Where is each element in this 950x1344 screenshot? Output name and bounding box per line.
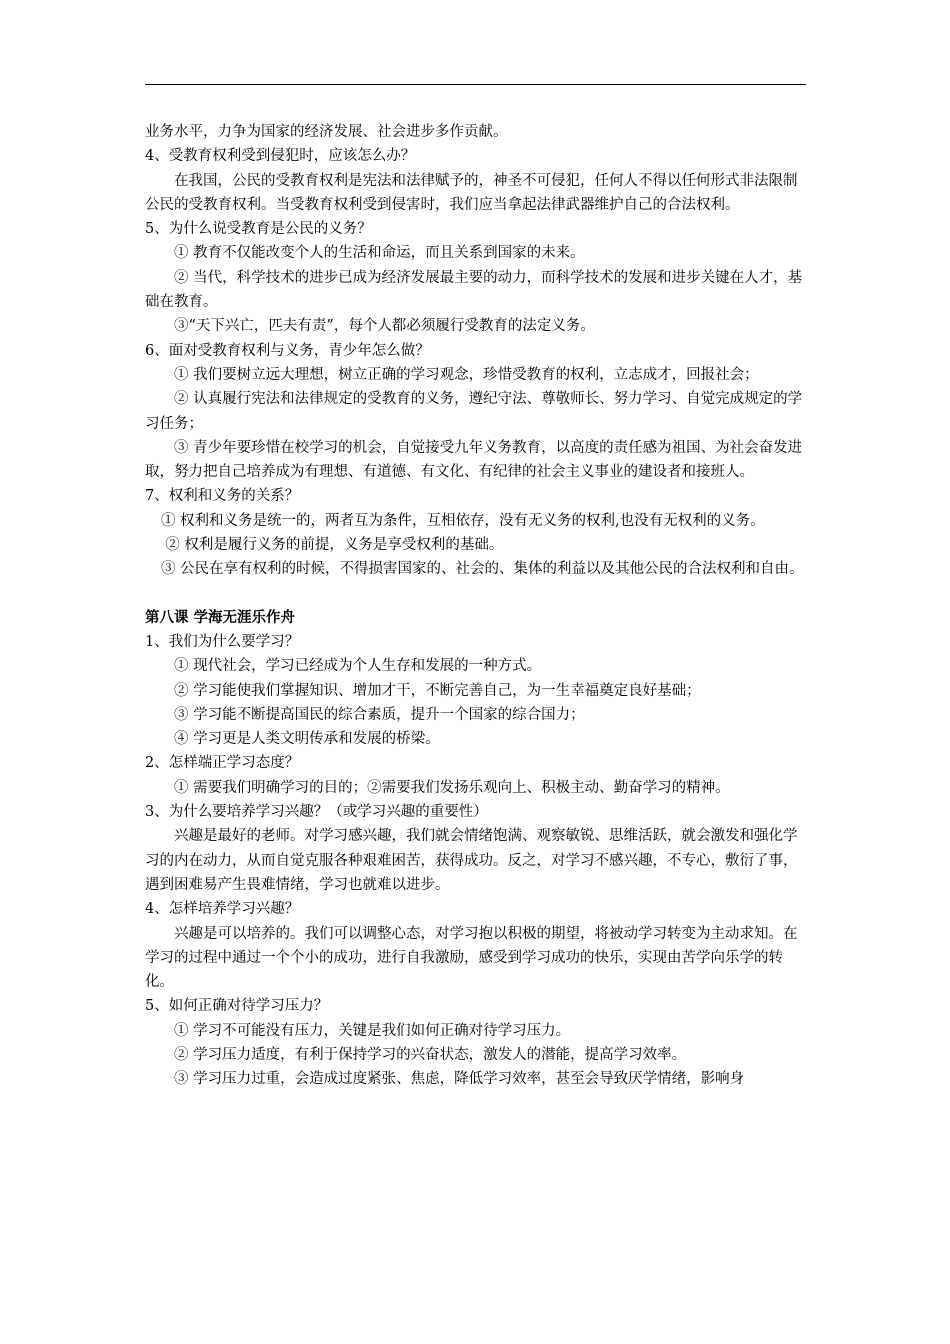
list-item: ① 权利和义务是统一的，两者互为条件，互相依存，没有无义务的权利,也没有无权利的义务。 [160,512,765,529]
list-item: ③ 学习能不断提高国民的综合素质，提升一个国家的综合国力； [174,706,585,723]
question-heading: 4、怎样培养学习兴趣？ [145,901,300,918]
list-item: ① 教育不仅能改变个人的生活和命运，而且关系到国家的未来。 [174,245,585,262]
list-item: ② 学习能使我们掌握知识、增加才干，不断完善自己，为一生幸福奠定良好基础； [174,682,701,699]
lesson-title: 第八课 学海无涯乐作舟 [145,608,296,626]
list-item: ③ 公民在享有权利的时候，不得损害国家的、社会的、集体的利益以及其他公民的合法权利和自由。 [160,561,804,578]
list-item: ② 权利是履行义务的前提，义务是享受权利的基础。 [165,537,504,554]
list-item: ① 学习不可能没有压力，关键是我们如何正确对待学习压力。 [174,1022,571,1039]
list-item: ③ 青少年要珍惜在校学习的机会，自觉接受九年义务教育，以高度的责任感为祖国、为社会奋发进取，努力把自己培养成为有理想、有道德、有文化、有纪律的社会主义事业的建设者和接班人。 [145,439,803,481]
document-body [145,120,810,1092]
paragraph: 业务水平，力争为国家的经济发展、社会进步多作贡献。 [145,124,508,140]
question-heading: 5、为什么说受教育是公民的义务？ [145,221,372,238]
blank-line [145,582,810,606]
question-heading: 3、为什么要培养学习兴趣？（或学习兴趣的重要性） [145,804,488,821]
question-heading: 1、我们为什么要学习？ [145,633,300,650]
question-heading: 2、怎样端正学习态度？ [145,755,300,772]
list-item: ④ 学习更是人类文明传承和发展的桥梁。 [174,731,440,748]
question-heading: 7、权利和义务的关系？ [145,488,300,505]
list-item: ② 学习压力适度，有利于保持学习的兴奋状态，激发人的潜能，提高学习效率。 [174,1046,687,1063]
list-item: ③“天下兴亡，匹夫有责”，每个人都必须履行受教育的法定义务。 [174,318,595,335]
list-item: ① 需要我们明确学习的目的；②需要我们发扬乐观向上、积极主动、勤奋学习的精神。 [174,779,730,796]
paragraph: 兴趣是最好的老师。对学习感兴趣，我们就会情绪饱满、观察敏锐、思维活跃，就会激发和强化学习的内在动力，从而自觉克服各种艰难困苦，获得成功。反之，对学习不感兴趣，不专心，敷衍了事，遇到困难易产生畏难情绪，学习也就难以进步。 [145,828,798,893]
question-heading: 5、如何正确对待学习压力？ [145,998,329,1015]
list-item: ② 认真履行宪法和法律规定的受教育的义务，遵纪守法、尊敬师长、努力学习、自觉完成规定的学习任务； [145,391,803,432]
paragraph: 兴趣是可以培养的。我们可以调整心态，对学习抱以积极的期望，将被动学习转变为主动求知。在学习的过程中通过一个个小的成功，进行自我激励，感受到学习成功的快乐，实现由苦学向乐学的转化。 [145,925,798,991]
list-item: ② 当代，科学技术的进步已成为经济发展最主要的动力，而科学技术的发展和进步关键在人才，基础在教育。 [145,269,803,311]
question-heading: 4、受教育权利受到侵犯时，应该怎么办？ [145,148,416,165]
list-item: ③ 学习压力过重，会造成过度紧张、焦虑，降低学习效率，甚至会导致厌学情绪，影响身 [174,1071,745,1088]
list-item: ① 现代社会，学习已经成为个人生存和发展的一种方式。 [174,658,542,675]
question-heading: 6、面对受教育权利与义务，青少年怎么做？ [145,342,430,359]
paragraph: 在我国，公民的受教育权利是宪法和法律赋予的，神圣不可侵犯，任何人不得以任何形式非法限制公民的受教育权利。当受教育权利受到侵害时，我们应当拿起法律武器维护自己的合法权利。 [145,172,798,213]
list-item: ① 我们要树立远大理想，树立正确的学习观念，珍惜受教育的权利，立志成才，回报社会； [174,366,759,383]
header-rule [145,84,806,85]
